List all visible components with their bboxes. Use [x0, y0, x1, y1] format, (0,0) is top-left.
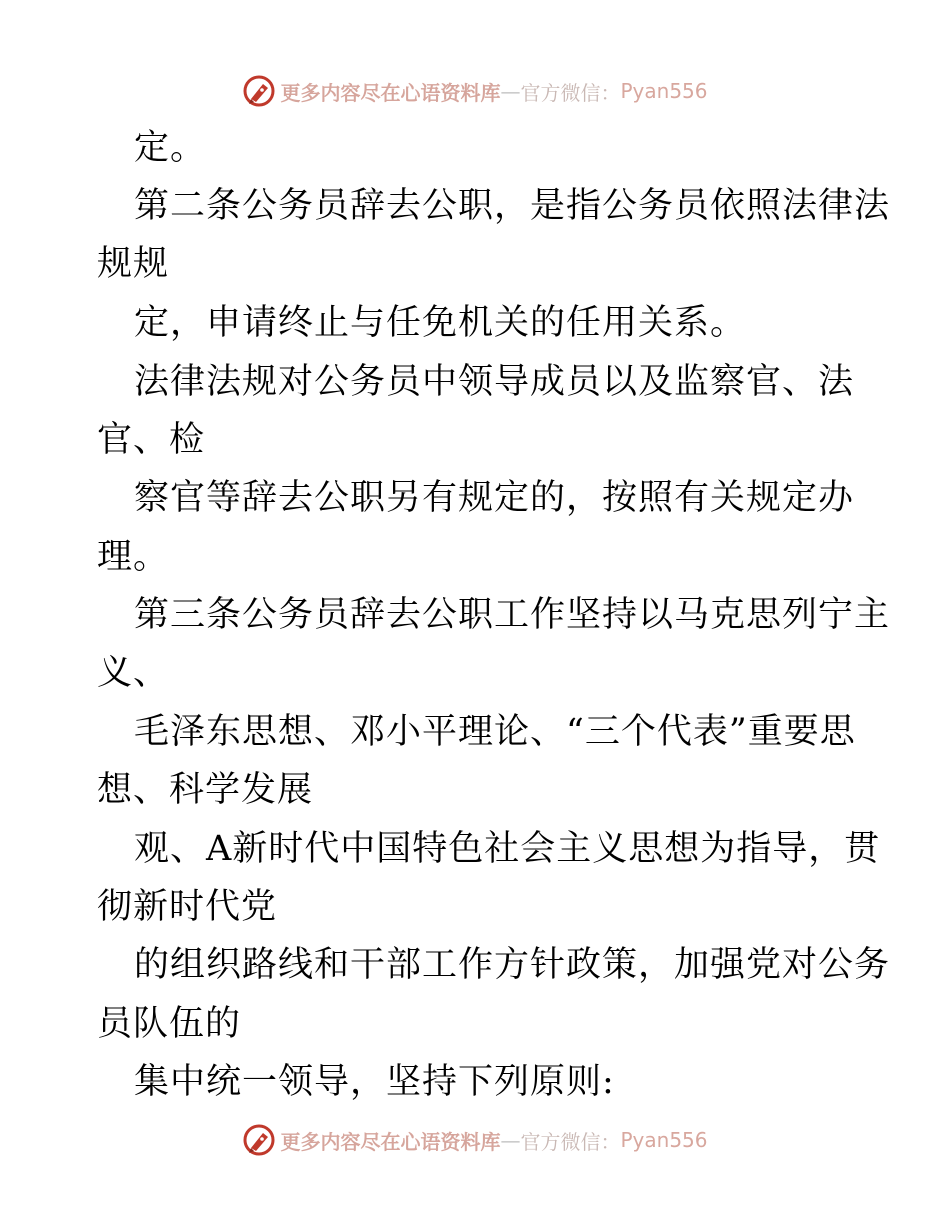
text-line: 定，申请终止与任免机关的任用关系。	[134, 303, 747, 343]
footer-watermark	[0, 1120, 950, 1160]
text-line: 法律法规对公务员中领导成员以及监察官、法	[134, 362, 855, 402]
watermark-separator: —	[500, 79, 521, 103]
text-line: 理。	[97, 537, 170, 577]
watermark-wechat-label: 官方微信：	[520, 1129, 621, 1154]
watermark-wechat-id: Pyan556	[620, 79, 708, 103]
watermark-wechat-id: Pyan556	[620, 1128, 708, 1152]
text-line: 第二条公务员辞去公职，是指公务员依照法律法	[134, 186, 891, 226]
text-line: 观、A新时代中国特色社会主义思想为指导，贯	[134, 829, 881, 869]
text-line: 第三条公务员辞去公职工作坚持以马克思列宁主	[134, 595, 891, 635]
text-line: 彻新时代党	[97, 887, 278, 927]
text-line: 员队伍的	[97, 1004, 242, 1044]
pen-nib-seal-icon	[242, 1123, 276, 1157]
text-line: 规规	[97, 244, 170, 284]
text-line: 想、科学发展	[97, 770, 314, 810]
text-line: 官、检	[97, 420, 206, 460]
text-line: 义、	[97, 653, 170, 693]
watermark-separator: —	[500, 1128, 521, 1152]
text-line: 集中统一领导，坚持下列原则:	[134, 1062, 615, 1102]
watermark-site-text: 更多内容尽在心语资料库	[280, 1129, 501, 1154]
text-line: 定。	[134, 128, 207, 168]
text-line: 的组织路线和干部工作方针政策，加强党对公务	[134, 945, 891, 985]
watermark-wechat-label: 官方微信：	[520, 80, 621, 105]
watermark-site-text: 更多内容尽在心语资料库	[280, 80, 501, 105]
text-line: 察官等辞去公职另有规定的，按照有关规定办	[134, 478, 855, 518]
text-line: 毛泽东思想、邓小平理论、“三个代表”重要思	[134, 712, 856, 752]
